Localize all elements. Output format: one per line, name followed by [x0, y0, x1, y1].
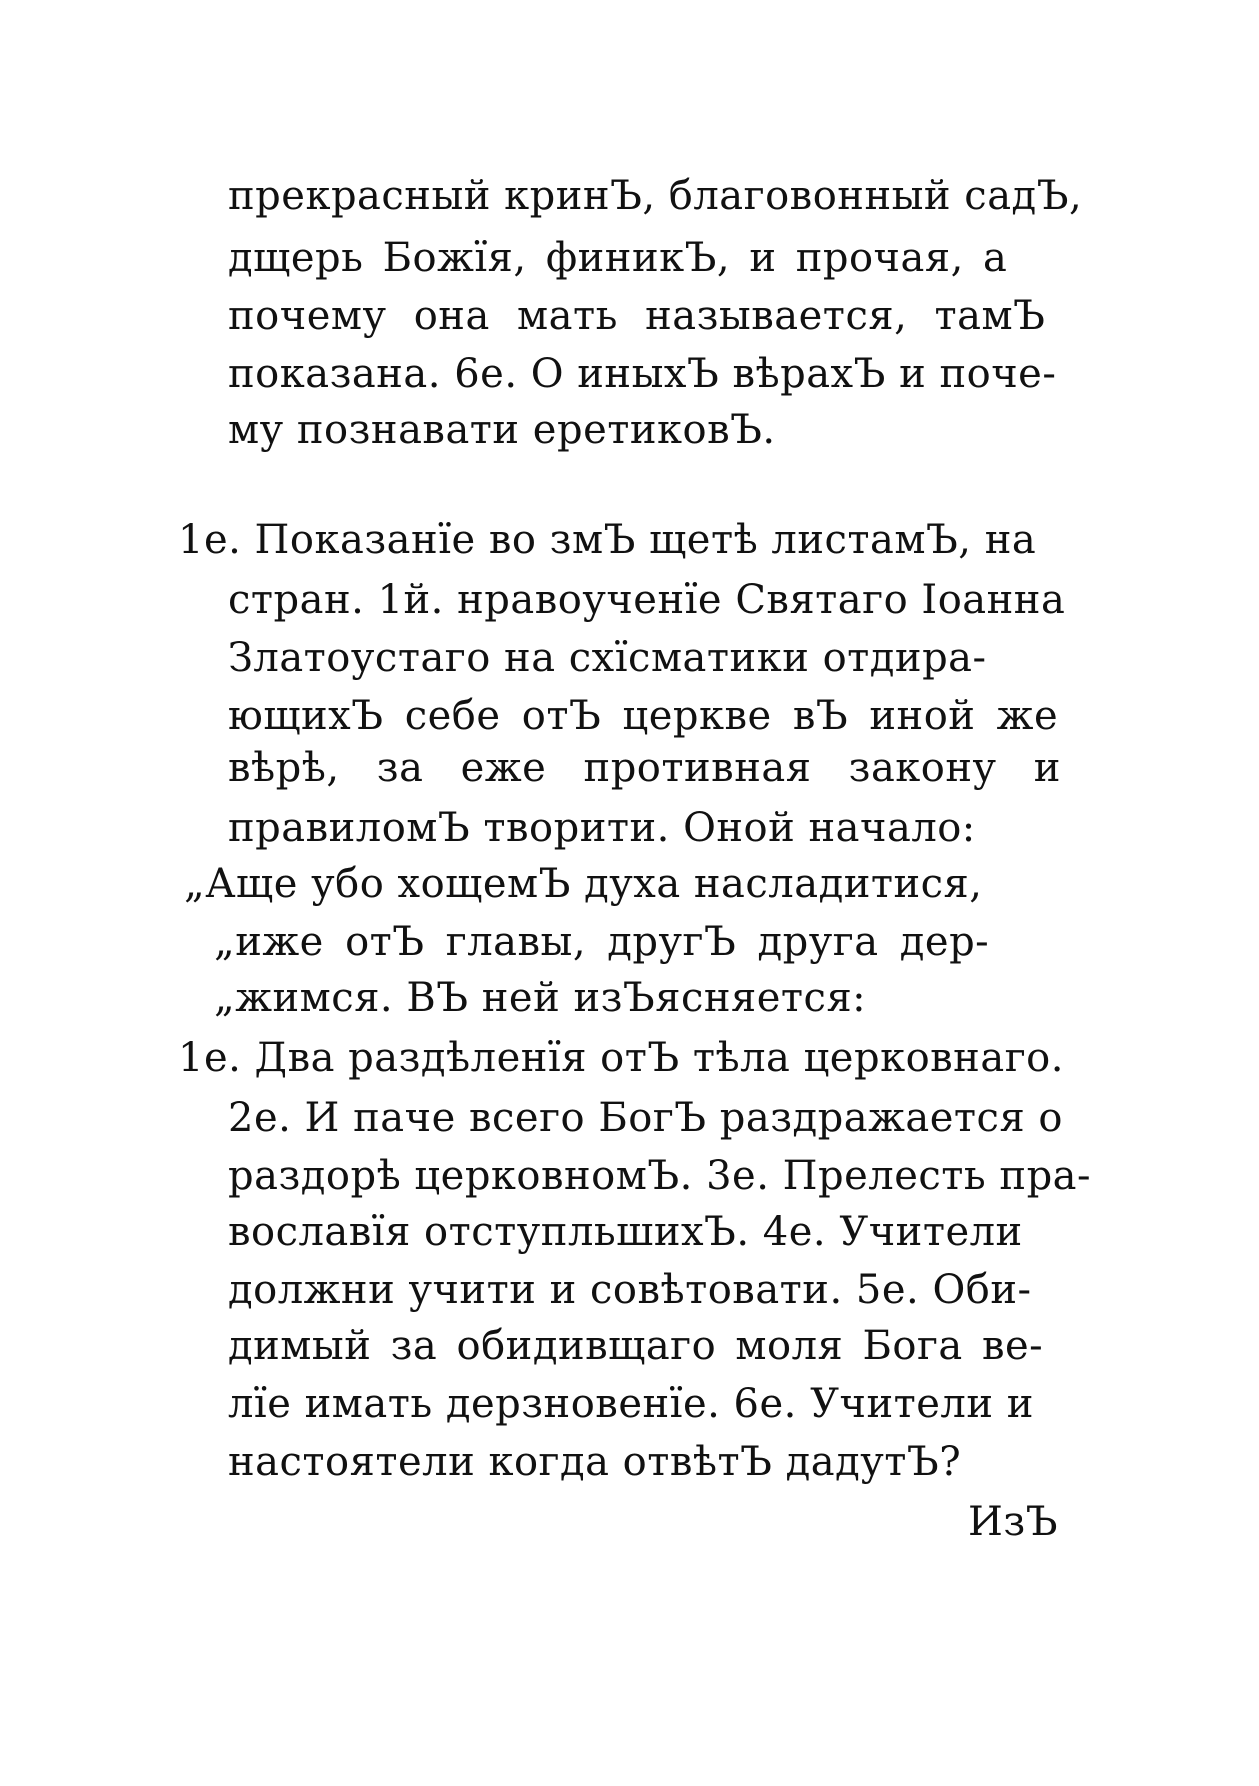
text-line: лїе имать дерзновенїе. 6е. Учители и — [228, 1381, 1034, 1427]
text-line: Златоустаго на схїсматики отдира- — [228, 635, 987, 681]
text-line: „Аще убо хощемЪ духа насладитися, — [184, 861, 983, 907]
text-line: вославїя отступльшихЪ. 4е. Учители — [228, 1209, 1023, 1255]
text-line: правиломЪ творити. Оной начало: — [228, 805, 976, 851]
text-line: вѣрѣ, за еже противная закону и — [228, 745, 1061, 791]
text-line: 1е. Два раздѣленїя отЪ тѣла церковнаго. — [178, 1035, 1064, 1081]
text-line: показана. 6е. О иныхЪ вѣрахЪ и поче- — [228, 351, 1057, 397]
text-line: прекрасный кринЪ, благовонный садЪ, — [228, 173, 1083, 219]
text-line: ющихЪ себе отЪ церкве вЪ иной же — [228, 693, 1059, 739]
catchword: ИзЪ — [968, 1499, 1058, 1545]
text-line: раздорѣ церковномЪ. 3е. Прелесть пра- — [228, 1153, 1092, 1199]
text-line: 2е. И паче всего БогЪ раздражается о — [228, 1095, 1063, 1141]
text-line: стран. 1й. нравоученїе Святаго Іоанна — [228, 577, 1066, 623]
text-line: му познавати еретиковЪ. — [228, 407, 776, 453]
text-line: дщерь Божїя, финикЪ, и прочая, а — [228, 235, 1008, 281]
text-line: „иже отЪ главы, другЪ друга дер- — [214, 919, 990, 965]
text-line: димый за обидивщаго моля Бога ве- — [228, 1323, 1044, 1369]
text-line: 1е. Показанїе во змЪ щетѣ листамЪ, на — [178, 517, 1037, 563]
text-line: почему она мать называется, тамЪ — [228, 293, 1046, 339]
text-line: настоятели когда отвѣтЪ дадутЪ? — [228, 1439, 962, 1485]
text-line: „жимся. ВЪ ней изЪясняется: — [214, 975, 867, 1021]
text-line: должни учити и совѣтовати. 5е. Оби- — [228, 1267, 1032, 1313]
